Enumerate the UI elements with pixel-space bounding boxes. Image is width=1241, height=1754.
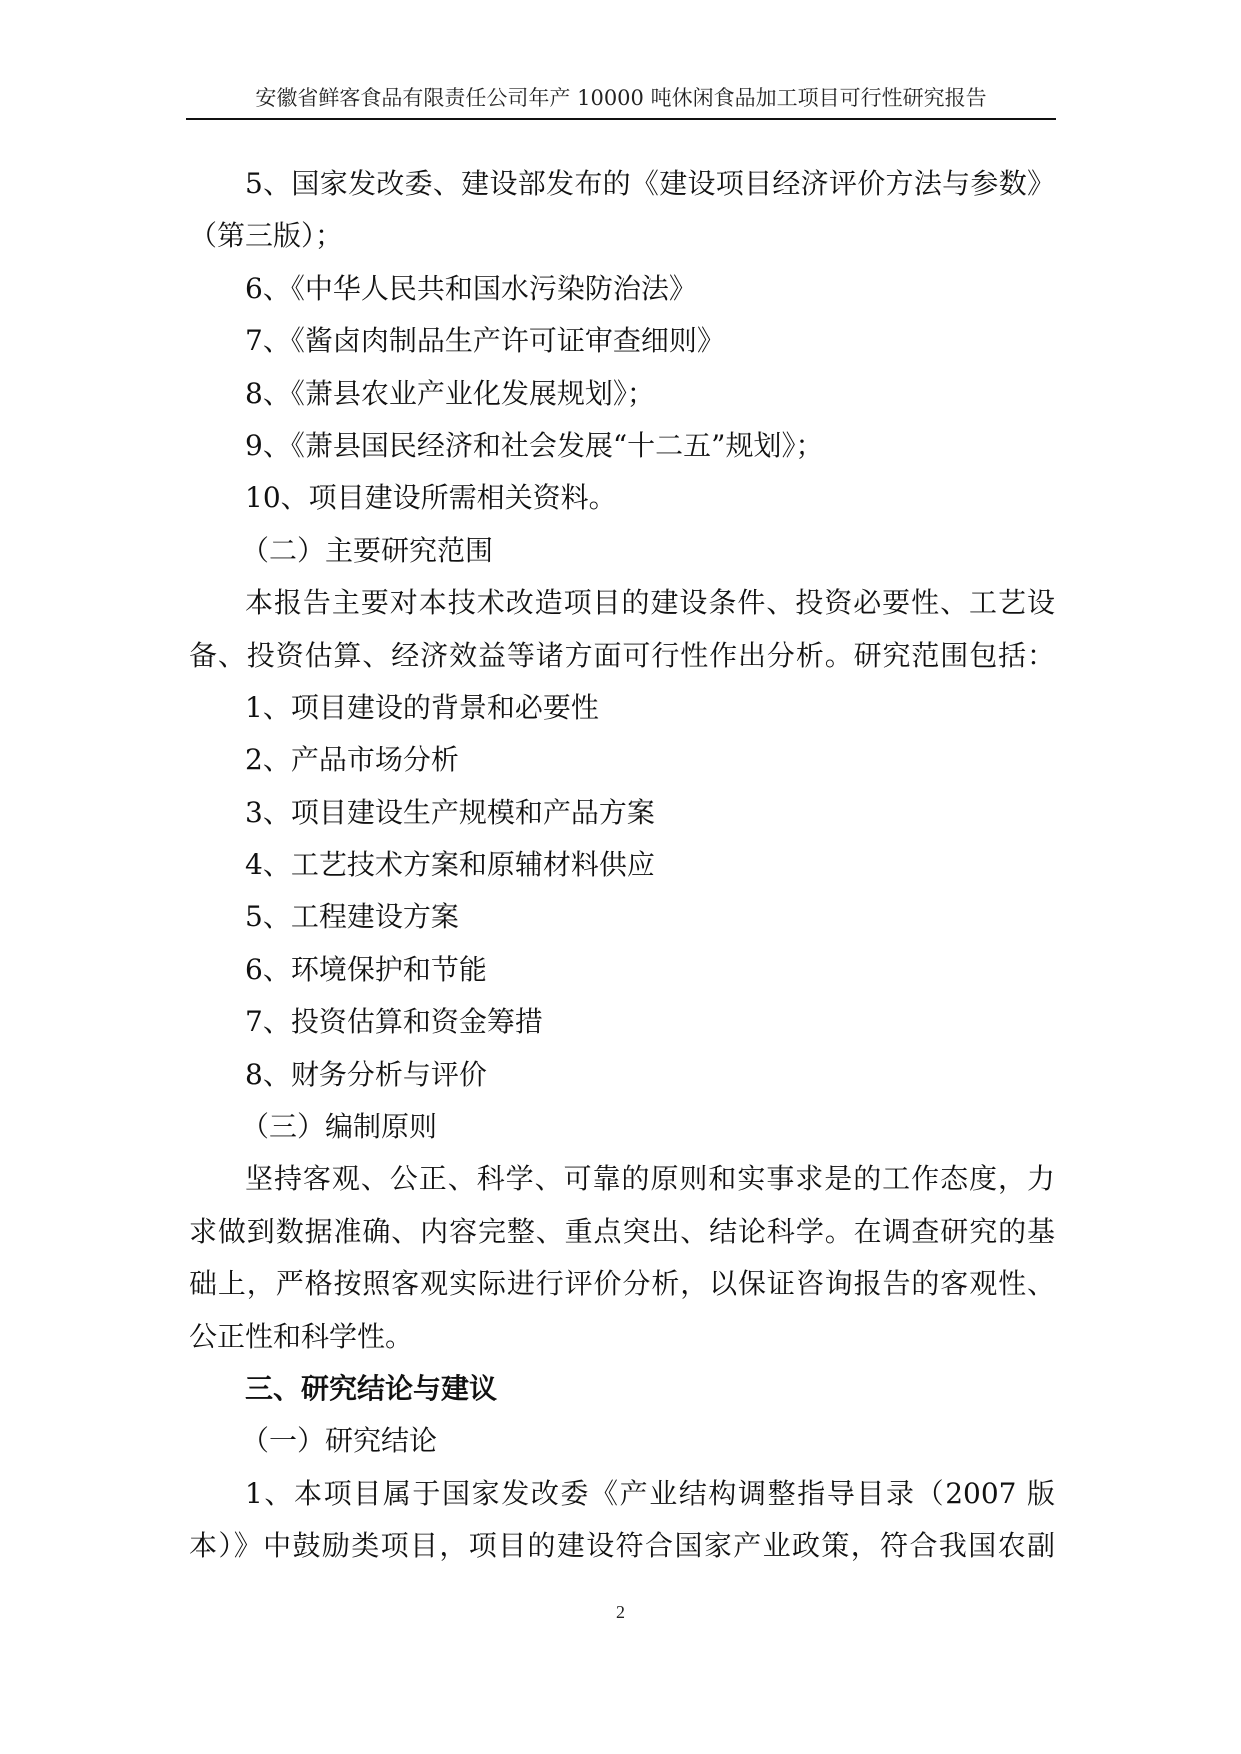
paragraph-conclusion-line-1: 1、本项目属于国家发改委《产业结构调整指导目录（2007 版 <box>245 1476 1055 1510</box>
paragraph-principles-line-1: 坚持客观、公正、科学、可靠的原则和实事求是的工作态度，力 <box>245 1162 1055 1196</box>
header-divider <box>186 118 1056 120</box>
list-item-scope-4: 4、工艺技术方案和原辅材料供应 <box>245 848 655 882</box>
section-heading-conclusions: （一）研究结论 <box>241 1424 438 1458</box>
list-item-scope-8: 8、财务分析与评价 <box>245 1057 487 1091</box>
list-item-reference-5: 5、国家发改委、建设部发布的《建设项目经济评价方法与参数》 <box>245 167 1055 200</box>
list-item-reference-9: 9、《萧县国民经济和社会发展“十二五”规划》； <box>245 428 824 462</box>
list-item-scope-7: 7、投资估算和资金筹措 <box>245 1005 543 1039</box>
list-item-scope-3: 3、项目建设生产规模和产品方案 <box>245 795 655 829</box>
page-number: 2 <box>616 1602 625 1622</box>
paragraph-principles-line-2: 求做到数据准确、内容完整、重点突出、结论科学。在调查研究的基 <box>189 1214 1055 1248</box>
list-item-reference-7: 7、《酱卤肉制品生产许可证审查细则》 <box>245 324 725 358</box>
paragraph-principles-line-3: 础上，严格按照客观实际进行评价分析，以保证咨询报告的客观性、 <box>189 1267 1055 1301</box>
paragraph-scope-line-2: 备、投资估算、经济效益等诸方面可行性作出分析。研究范围包括： <box>189 638 1055 672</box>
paragraph-scope-line-1: 本报告主要对本技术改造项目的建设条件、投资必要性、工艺设 <box>245 586 1055 620</box>
list-item-scope-6: 6、环境保护和节能 <box>245 952 487 986</box>
running-header: 安徽省鲜客食品有限责任公司年产 10000 吨休闲食品加工项目可行性研究报告 <box>255 86 987 110</box>
list-item-scope-5: 5、工程建设方案 <box>245 900 459 934</box>
paragraph-principles-line-4: 公正性和科学性。 <box>189 1319 414 1353</box>
section-heading-research-scope: （二）主要研究范围 <box>241 533 494 567</box>
section-heading-principles: （三）编制原则 <box>241 1110 438 1144</box>
chapter-heading-conclusions: 三、研究结论与建议 <box>245 1371 498 1405</box>
list-item-scope-2: 2、产品市场分析 <box>245 743 459 777</box>
list-item-reference-6: 6、《中华人民共和国水污染防治法》 <box>245 271 697 305</box>
document-body <box>189 158 1055 1573</box>
list-item-reference-8: 8、《萧县农业产业化发展规划》； <box>245 376 655 410</box>
list-item-scope-1: 1、项目建设的背景和必要性 <box>245 690 599 724</box>
list-item-reference-5-cont: （第三版）； <box>189 219 344 253</box>
paragraph-conclusion-line-2: 本）》中鼓励类项目，项目的建设符合国家产业政策，符合我国农副 <box>189 1529 1055 1563</box>
list-item-reference-10: 10、项目建设所需相关资料。 <box>245 481 617 515</box>
